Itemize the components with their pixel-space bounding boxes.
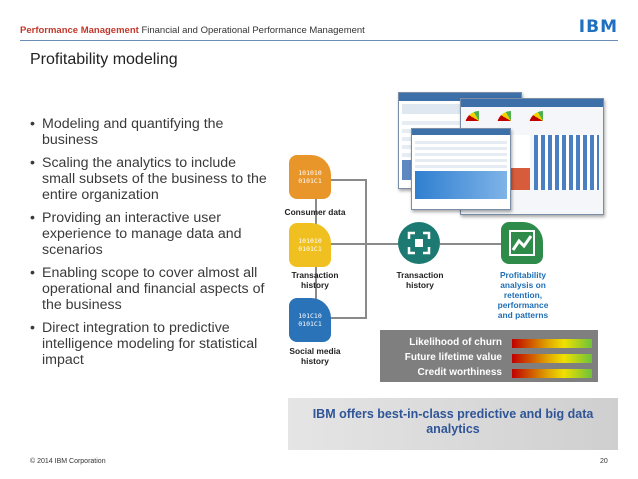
transaction-icon (398, 222, 440, 264)
meter-label: Credit worthiness (417, 367, 502, 378)
connector-line (440, 243, 502, 245)
bullet-dot: • (30, 320, 35, 336)
bullet-list (30, 116, 270, 375)
meter-label: Future lifetime value (404, 352, 502, 363)
page-number: 20 (600, 458, 608, 465)
source-label: Social media history (289, 346, 341, 366)
bullet-item (30, 320, 270, 368)
bullet-dot: • (30, 116, 35, 132)
bullet-text: Modeling and quantifying the business (42, 116, 224, 148)
bullet-dot: • (30, 210, 35, 226)
consumer-data-icon (289, 155, 331, 199)
bullet-item (30, 116, 270, 148)
slide-title: Profitability modeling (30, 51, 178, 68)
focus-icon (406, 230, 432, 256)
bullet-item (30, 210, 270, 258)
middle-label: Transaction history (396, 270, 444, 290)
binary-text: 101010 0101C1 (298, 237, 322, 253)
binary-text: 101010 0101C1 (298, 169, 322, 185)
connector-line (330, 179, 366, 181)
meter-label: Likelihood of churn (409, 337, 502, 348)
meter-bar (512, 339, 592, 348)
connector-line (330, 317, 366, 319)
banner-text: IBM offers best-in-class predictive and big data analytics (312, 407, 594, 436)
bullet-text: Providing an interactive user experience to manage data and scenarios (42, 210, 242, 258)
meter-bar (512, 354, 592, 363)
bullet-dot: • (30, 265, 35, 281)
dashboard-screenshot (411, 128, 511, 210)
meter-bar (512, 369, 592, 378)
header-category: Performance Management (20, 25, 139, 36)
transaction-data-icon (289, 223, 331, 267)
bullet-text: Direct integration to predictive intelligence modeling for statistical impact (42, 320, 258, 368)
header (20, 25, 365, 36)
source-label: Transaction history (291, 270, 339, 290)
bullet-text: Scaling the analytics to include small subsets of the business to the entire organization (42, 155, 267, 203)
ibm-logo: IBM (578, 17, 618, 37)
header-subtitle: Financial and Operational Performance Management (141, 25, 365, 36)
bullet-text: Enabling scope to cover almost all operational and financial aspects of the business (42, 265, 265, 313)
connector-line (365, 179, 367, 319)
bullet-dot: • (30, 155, 35, 171)
copyright: © 2014 IBM Corporation (30, 458, 106, 465)
header-divider (20, 40, 618, 41)
social-media-data-icon (289, 298, 331, 342)
bullet-item (30, 155, 270, 203)
bullet-item (30, 265, 270, 313)
trend-icon (508, 229, 536, 257)
source-label: Consumer data (284, 207, 346, 217)
chart-icon (501, 222, 543, 264)
right-label: Profitability analysis on retention, performance and patterns (497, 270, 549, 320)
binary-text: 101C10 0101C1 (298, 312, 322, 328)
